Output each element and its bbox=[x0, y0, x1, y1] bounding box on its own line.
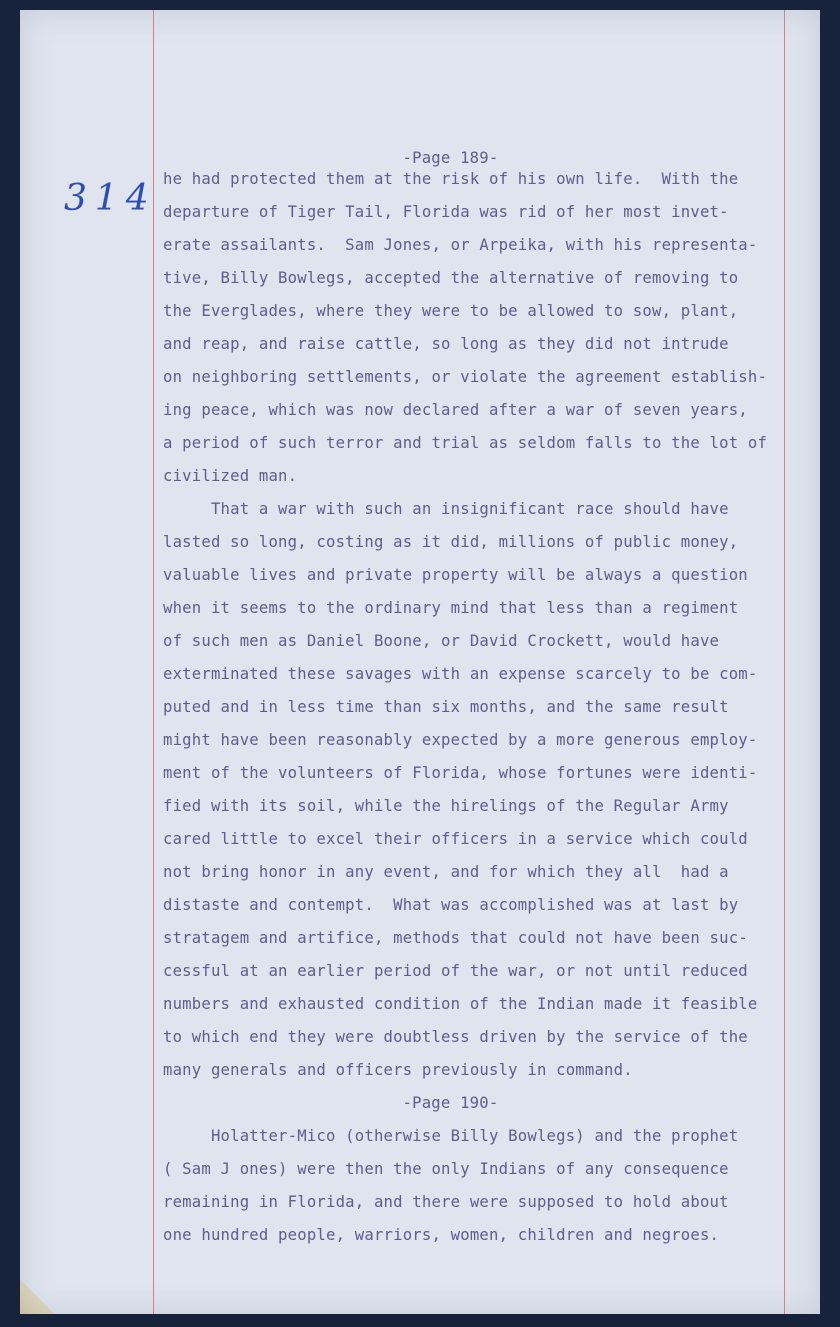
text-line: and reap, and raise cattle, so long as they did not intrude bbox=[163, 335, 729, 353]
text-line: numbers and exhausted condition of the Indian made it feasible bbox=[163, 995, 758, 1013]
text-line: ing peace, which was now declared after a war of seven years, bbox=[163, 401, 748, 419]
text-line: cared little to excel their officers in a service which could bbox=[163, 830, 748, 848]
text-line: remaining in Florida, and there were supposed to hold about bbox=[163, 1193, 729, 1211]
text-line: That a war with such an insignificant race should have bbox=[163, 500, 729, 518]
text-line: ment of the volunteers of Florida, whose fortunes were identi- bbox=[163, 764, 758, 782]
text-line: on neighboring settlements, or violate the agreement establish- bbox=[163, 368, 768, 386]
typewritten-page bbox=[20, 10, 820, 1314]
text-line: fied with its soil, while the hirelings of the Regular Army bbox=[163, 797, 729, 815]
text-line: stratagem and artifice, methods that could not have been suc- bbox=[163, 929, 748, 947]
text-line: distaste and contempt. What was accomplished was at last by bbox=[163, 896, 739, 914]
text-line: valuable lives and private property will be always a question bbox=[163, 566, 748, 584]
paragraph bbox=[163, 493, 798, 1087]
text-line: civilized man. bbox=[163, 467, 298, 485]
text-line: when it seems to the ordinary mind that less than a regiment bbox=[163, 599, 739, 617]
page-text bbox=[163, 142, 798, 1252]
text-line: tive, Billy Bowlegs, accepted the alternative of removing to bbox=[163, 269, 739, 287]
paragraph bbox=[163, 1120, 798, 1252]
text-line: the Everglades, where they were to be allowed to sow, plant, bbox=[163, 302, 739, 320]
paragraph bbox=[163, 163, 798, 493]
text-line: many generals and officers previously in command. bbox=[163, 1061, 633, 1079]
page-heading: -Page 190- bbox=[402, 1094, 499, 1112]
page-heading: -Page 189- bbox=[402, 149, 499, 167]
text-line: to which end they were doubtless driven by the service of the bbox=[163, 1028, 748, 1046]
text-line: not bring honor in any event, and for which they all had a bbox=[163, 863, 729, 881]
text-line: exterminated these savages with an expense scarcely to be com- bbox=[163, 665, 758, 683]
text-line: he had protected them at the risk of his own life. With the bbox=[163, 170, 739, 188]
text-line: erate assailants. Sam Jones, or Arpeika, with his representa- bbox=[163, 236, 758, 254]
text-line: ( Sam J ones) were then the only Indians of any consequence bbox=[163, 1160, 729, 1178]
text-line: departure of Tiger Tail, Florida was rid of her most invet- bbox=[163, 203, 729, 221]
text-line: puted and in less time than six months, and the same result bbox=[163, 698, 729, 716]
text-line: Holatter-Mico (otherwise Billy Bowlegs) and the prophet bbox=[163, 1127, 739, 1145]
text-line: cessful at an earlier period of the war, or not until reduced bbox=[163, 962, 748, 980]
text-line: lasted so long, costing as it did, millions of public money, bbox=[163, 533, 739, 551]
handwritten-folio-number: 314 bbox=[64, 178, 157, 219]
text-line: one hundred people, warriors, women, children and negroes. bbox=[163, 1226, 720, 1244]
text-line: of such men as Daniel Boone, or David Crockett, would have bbox=[163, 632, 720, 650]
text-line: a period of such terror and trial as seldom falls to the lot of bbox=[163, 434, 768, 452]
paper-corner-stain bbox=[20, 1274, 56, 1314]
text-line: might have been reasonably expected by a more generous employ- bbox=[163, 731, 758, 749]
